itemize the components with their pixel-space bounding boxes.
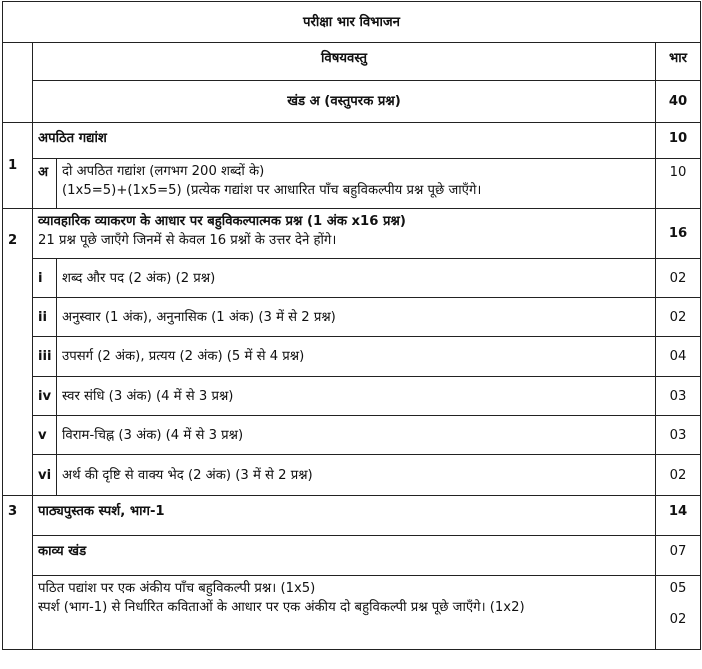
- kavya-khand-title: काव्य खंड: [33, 536, 656, 576]
- q2-item-weight: 02: [656, 298, 701, 337]
- q2-item-weight: 03: [656, 377, 701, 416]
- q2-item-weight: 02: [656, 455, 701, 496]
- q3-details: [33, 576, 656, 650]
- q2-item-label: ii: [33, 298, 57, 337]
- q3-weight: 14: [656, 496, 701, 536]
- q2-item-text: उपसर्ग (2 अंक), प्रत्यय (2 अंक) (5 में से 4 प्रश्न): [57, 337, 656, 377]
- q2-item-text: स्वर संधि (3 अंक) (4 में से 3 प्रश्न): [57, 377, 656, 416]
- q2-note: 21 प्रश्न पूछे जाएँगे जिनमें से केवल 16 प्रश्नों के उत्तर देने होंगे।: [38, 233, 337, 248]
- q3-line-2: स्पर्श (भाग-1) से निर्धारित कविताओं के आधार पर एक अंकीय दो बहुविकल्पी प्रश्न पूछे जाएँगे। (1x2): [38, 600, 525, 615]
- q2-item-label: i: [33, 259, 57, 298]
- q2-item-label: iv: [33, 377, 57, 416]
- q1-sub-label: अ: [33, 159, 57, 209]
- header-content: विषयवस्तु: [33, 43, 656, 81]
- q2-item-text: अर्थ की दृष्टि से वाक्य भेद (2 अंक) (3 में से 2 प्रश्न): [57, 455, 656, 496]
- q2-header: [33, 209, 656, 259]
- q2-item-text: अनुस्वार (1 अंक), अनुनासिक (1 अंक) (3 में से 2 प्रश्न): [57, 298, 656, 337]
- q2-item-text: शब्द और पद (2 अंक) (2 प्रश्न): [57, 259, 656, 298]
- q1-sub-line-2: (1x5=5)+(1x5=5) (प्रत्येक गद्यांश पर आधारित पाँच बहुविकल्पीय प्रश्न पूछे जाएँगे।: [62, 183, 482, 198]
- q3-line-1-weight: 05: [669, 581, 687, 596]
- q1-sub-line-1: दो अपठित गद्यांश (लगभग 200 शब्दों के): [62, 164, 265, 179]
- header-weight: भार: [656, 43, 701, 81]
- question-number-3: 3: [3, 496, 33, 650]
- q2-item-label: v: [33, 416, 57, 455]
- kavya-khand-weight: 07: [656, 536, 701, 576]
- header-blank-cell: [3, 43, 33, 123]
- q1-weight: 10: [656, 123, 701, 159]
- table-title: [3, 2, 701, 43]
- q3-line-2-weight: 02: [669, 612, 687, 627]
- q3-detail-weights: [656, 576, 701, 650]
- q1-title: अपठित गद्यांश: [33, 123, 656, 159]
- q2-item-label: vi: [33, 455, 57, 496]
- q2-item-weight: 02: [656, 259, 701, 298]
- q2-item-text: विराम-चिह्न (3 अंक) (4 में से 3 प्रश्न): [57, 416, 656, 455]
- q1-sub-text: [57, 159, 656, 209]
- question-number-2: 2: [3, 209, 33, 496]
- q2-item-weight: 03: [656, 416, 701, 455]
- section-a-weight: 40: [656, 81, 701, 123]
- q2-title: व्यावहारिक व्याकरण के आधार पर बहुविकल्पात्मक प्रश्न (1 अंक x16 प्रश्न): [38, 214, 406, 229]
- q2-item-weight: 04: [656, 337, 701, 377]
- q1-sub-weight: 10: [656, 159, 701, 209]
- q3-title: पाठ्यपुस्तक स्पर्श, भाग-1: [33, 496, 656, 536]
- question-number-1: 1: [3, 123, 33, 209]
- q2-weight: 16: [656, 209, 701, 259]
- table-title-text: परीक्षा भार विभाजन: [303, 14, 401, 30]
- section-a-title: खंड अ (वस्तुपरक प्रश्न): [33, 81, 656, 123]
- marks-distribution-table: [2, 1, 701, 650]
- q3-line-1: पठित पद्यांश पर एक अंकीय पाँच बहुविकल्पी प्रश्न। (1x5): [38, 581, 316, 596]
- q2-item-label: iii: [33, 337, 57, 377]
